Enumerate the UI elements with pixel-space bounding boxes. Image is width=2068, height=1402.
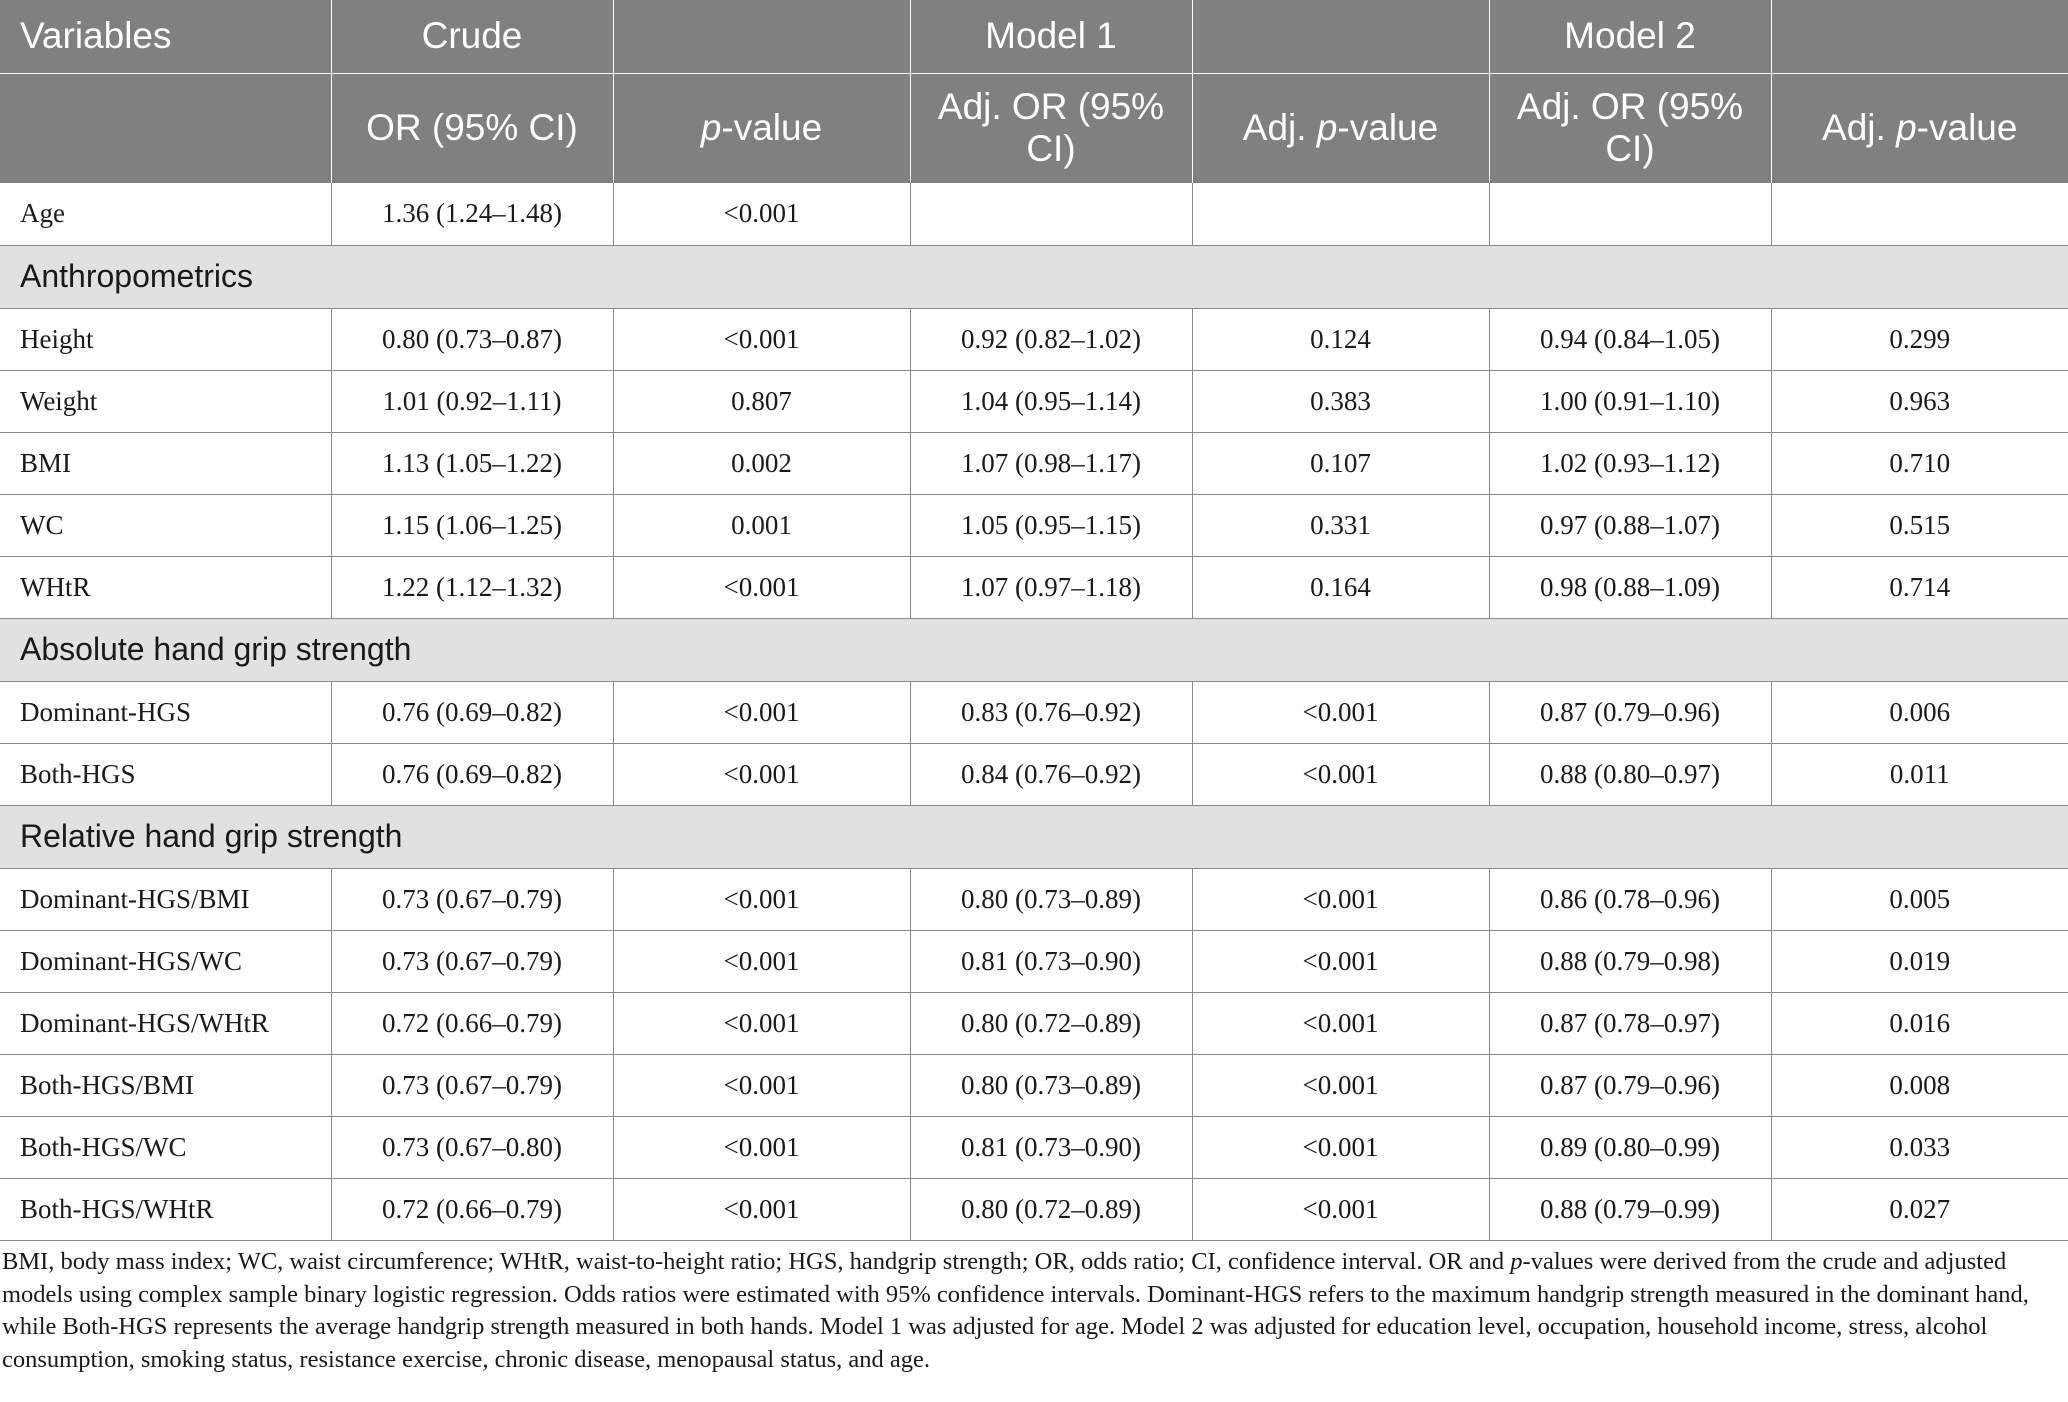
model2-p-cell: 0.963 [1771,370,2068,432]
header-m1-or: Adj. OR (95% CI) [910,73,1192,183]
model1-or-cell: 0.84 (0.76–0.92) [910,743,1192,805]
crude-or-cell: 0.72 (0.66–0.79) [331,992,613,1054]
model2-p-cell: 0.005 [1771,868,2068,930]
model2-p-cell [1771,183,2068,245]
table-row [0,743,2068,805]
section-label: Relative hand grip strength [0,805,2068,868]
model2-p-cell: 0.033 [1771,1116,2068,1178]
header-crude-or: OR (95% CI) [331,73,613,183]
variable-cell: Age [0,183,331,245]
model2-or-cell: 0.94 (0.84–1.05) [1489,308,1771,370]
model2-p-cell: 0.299 [1771,308,2068,370]
header-blank-var [0,73,331,183]
table-row [0,1178,2068,1240]
crude-or-cell: 0.73 (0.67–0.79) [331,868,613,930]
section-header-row [0,805,2068,868]
variable-cell: Both-HGS/BMI [0,1054,331,1116]
variable-cell: WC [0,494,331,556]
model1-or-cell: 0.83 (0.76–0.92) [910,681,1192,743]
crude-or-cell: 0.80 (0.73–0.87) [331,308,613,370]
model1-p-cell [1192,183,1489,245]
model2-or-cell: 0.89 (0.80–0.99) [1489,1116,1771,1178]
crude-or-cell: 0.73 (0.67–0.79) [331,930,613,992]
model2-or-cell: 0.97 (0.88–1.07) [1489,494,1771,556]
model1-or-cell: 0.80 (0.72–0.89) [910,1178,1192,1240]
model1-or-cell: 1.07 (0.97–1.18) [910,556,1192,618]
model2-or-cell: 0.87 (0.78–0.97) [1489,992,1771,1054]
model1-p-cell: <0.001 [1192,1054,1489,1116]
model1-p-cell: 0.331 [1192,494,1489,556]
header-m2-p-rest: -value [1916,106,2018,148]
crude-or-cell: 1.01 (0.92–1.11) [331,370,613,432]
header-crude-p-italic: p [700,106,722,148]
crude-or-cell: 0.76 (0.69–0.82) [331,681,613,743]
section-header-row [0,245,2068,308]
model1-or-cell: 1.04 (0.95–1.14) [910,370,1192,432]
table-header [0,0,2068,183]
variable-cell: Both-HGS/WHtR [0,1178,331,1240]
header-model-1: Model 1 [910,0,1192,73]
header-m2-p-italic: p [1896,106,1917,148]
table-row [0,930,2068,992]
header-crude-p-rest: -value [721,106,823,148]
header-blank-1 [613,0,910,73]
header-m1-p-italic: p [1316,106,1338,148]
variable-cell: Both-HGS/WC [0,1116,331,1178]
model2-p-cell: 0.710 [1771,432,2068,494]
model1-or-cell: 0.80 (0.73–0.89) [910,868,1192,930]
section-header-row [0,618,2068,681]
header-m1-p-pre: Adj. [1242,106,1317,148]
model1-p-cell: <0.001 [1192,1116,1489,1178]
table-row [0,370,2068,432]
footnote-part1: BMI, body mass index; WC, waist circumference; WHtR, waist-to-height ratio; HGS, handgrip strength; OR, odds ratio; CI, confidence interval. OR and [2,1248,1511,1275]
section-label: Anthropometrics [0,245,2068,308]
variable-cell: Dominant-HGS [0,681,331,743]
table-row [0,992,2068,1054]
model2-or-cell: 1.02 (0.93–1.12) [1489,432,1771,494]
table-footnote [0,1246,2052,1376]
header-blank-2 [1192,0,1489,73]
model1-p-cell: <0.001 [1192,681,1489,743]
variable-cell: Weight [0,370,331,432]
header-m1-p [1192,73,1489,183]
model2-or-cell: 1.00 (0.91–1.10) [1489,370,1771,432]
model2-p-cell: 0.006 [1771,681,2068,743]
model1-or-cell [910,183,1192,245]
table-row [0,868,2068,930]
header-crude: Crude [331,0,613,73]
model2-p-cell: 0.019 [1771,930,2068,992]
table-row [0,432,2068,494]
crude-or-cell: 1.22 (1.12–1.32) [331,556,613,618]
header-model-2: Model 2 [1489,0,1771,73]
footnote-italic-p: p [1510,1248,1523,1275]
crude-p-cell: <0.001 [613,308,910,370]
model1-or-cell: 1.05 (0.95–1.15) [910,494,1192,556]
crude-or-cell: 0.73 (0.67–0.79) [331,1054,613,1116]
model2-p-cell: 0.515 [1771,494,2068,556]
table-body [0,183,2068,1240]
variable-cell: Dominant-HGS/WC [0,930,331,992]
model1-p-cell: <0.001 [1192,930,1489,992]
crude-p-cell: <0.001 [613,556,910,618]
header-row-models [0,0,2068,73]
model2-or-cell [1489,183,1771,245]
model2-p-cell: 0.016 [1771,992,2068,1054]
crude-p-cell: 0.002 [613,432,910,494]
model2-p-cell: 0.714 [1771,556,2068,618]
model2-or-cell: 0.87 (0.79–0.96) [1489,681,1771,743]
model1-p-cell: <0.001 [1192,868,1489,930]
crude-p-cell: <0.001 [613,1178,910,1240]
section-label: Absolute hand grip strength [0,618,2068,681]
variable-cell: BMI [0,432,331,494]
table-row [0,1116,2068,1178]
model2-or-cell: 0.88 (0.80–0.97) [1489,743,1771,805]
table-row [0,681,2068,743]
crude-or-cell: 0.76 (0.69–0.82) [331,743,613,805]
model2-p-cell: 0.008 [1771,1054,2068,1116]
crude-p-cell: <0.001 [613,930,910,992]
crude-p-cell: 0.001 [613,494,910,556]
crude-p-cell: <0.001 [613,1054,910,1116]
table-row [0,308,2068,370]
header-blank-3 [1771,0,2068,73]
variable-cell: Height [0,308,331,370]
model1-p-cell: 0.164 [1192,556,1489,618]
table-row [0,183,2068,245]
model2-or-cell: 0.88 (0.79–0.98) [1489,930,1771,992]
table-row [0,556,2068,618]
model2-or-cell: 0.86 (0.78–0.96) [1489,868,1771,930]
model1-or-cell: 0.81 (0.73–0.90) [910,930,1192,992]
crude-p-cell: <0.001 [613,743,910,805]
model1-p-cell: <0.001 [1192,743,1489,805]
model1-or-cell: 1.07 (0.98–1.17) [910,432,1192,494]
model1-p-cell: 0.124 [1192,308,1489,370]
model1-or-cell: 0.81 (0.73–0.90) [910,1116,1192,1178]
header-row-metrics [0,73,2068,183]
model2-or-cell: 0.87 (0.79–0.96) [1489,1054,1771,1116]
crude-or-cell: 1.13 (1.05–1.22) [331,432,613,494]
header-crude-p [613,73,910,183]
header-variables: Variables [0,0,331,73]
crude-p-cell: <0.001 [613,992,910,1054]
model1-p-cell: 0.107 [1192,432,1489,494]
crude-p-cell: 0.807 [613,370,910,432]
crude-or-cell: 1.36 (1.24–1.48) [331,183,613,245]
crude-p-cell: <0.001 [613,183,910,245]
variable-cell: Dominant-HGS/BMI [0,868,331,930]
variable-cell: WHtR [0,556,331,618]
header-m1-p-rest: -value [1337,106,1439,148]
crude-or-cell: 0.72 (0.66–0.79) [331,1178,613,1240]
crude-p-cell: <0.001 [613,681,910,743]
header-m2-p-pre: Adj. [1822,106,1897,148]
crude-or-cell: 0.73 (0.67–0.80) [331,1116,613,1178]
crude-p-cell: <0.001 [613,868,910,930]
model2-p-cell: 0.027 [1771,1178,2068,1240]
variable-cell: Both-HGS [0,743,331,805]
variable-cell: Dominant-HGS/WHtR [0,992,331,1054]
model1-p-cell: <0.001 [1192,992,1489,1054]
model1-or-cell: 0.80 (0.73–0.89) [910,1054,1192,1116]
model2-p-cell: 0.011 [1771,743,2068,805]
crude-or-cell: 1.15 (1.06–1.25) [331,494,613,556]
crude-p-cell: <0.001 [613,1116,910,1178]
header-m2-p [1771,73,2068,183]
model1-p-cell: <0.001 [1192,1178,1489,1240]
model2-or-cell: 0.98 (0.88–1.09) [1489,556,1771,618]
model1-or-cell: 0.80 (0.72–0.89) [910,992,1192,1054]
model1-or-cell: 0.92 (0.82–1.02) [910,308,1192,370]
table-row [0,1054,2068,1116]
model1-p-cell: 0.383 [1192,370,1489,432]
model2-or-cell: 0.88 (0.79–0.99) [1489,1178,1771,1240]
footnote-part2: -values were derived from the crude and adjusted models using complex sample binary logistic regression. Odds ratios were estimated with 95% confidence intervals. Dominant-HGS refers to the maximum handgrip strength measured in the dominant hand, while Both-HGS represents the average handgrip strength measured in both hands. Model 1 was adjusted for age. Model 2 was adjusted for education level, occupation, household income, stress, alcohol consumption, smoking status, resistance exercise, chronic disease, menopausal status, and age. [2,1248,2029,1373]
header-m2-or: Adj. OR (95% CI) [1489,73,1771,183]
table-row [0,494,2068,556]
